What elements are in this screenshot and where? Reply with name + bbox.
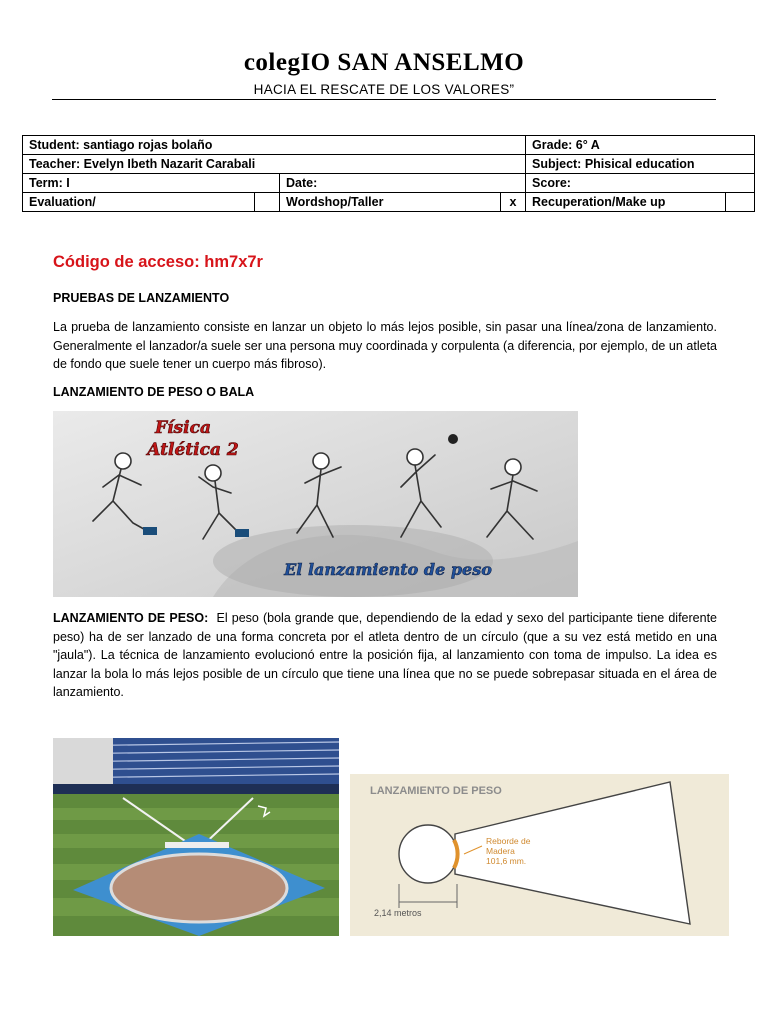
- student-info-table: [22, 135, 755, 212]
- grade-cell: Grade: 6° A: [526, 136, 755, 155]
- diagram-label-reborde: Reborde de: [486, 836, 531, 846]
- score-cell: Score:: [526, 174, 755, 193]
- teacher-cell: Teacher: Evelyn Ibeth Nazarit Carabali: [23, 155, 526, 174]
- shot-put-ball: [448, 434, 458, 444]
- banner-title-line-1: Física: [155, 418, 211, 438]
- paragraph-pruebas: La prueba de lanzamiento consiste en lanzar un objeto lo más lejos posible, sin pasar una línea/zona de lanzamiento. Generalmente el lanzador/a suele ser una persona muy coordinada y corpulenta (a diferencia, por ejemplo, de un atleta de fondo que suele tener un cuerpo más fibroso).: [53, 320, 717, 371]
- term-cell: Term: I: [23, 174, 280, 193]
- paragraph-peso: [53, 609, 717, 702]
- school-motto: HACIA EL RESCATE DE LOS VALORES”: [253, 82, 515, 97]
- paragraph-peso-lead: LANZAMIENTO DE PESO:: [53, 611, 209, 625]
- date-cell: Date:: [280, 174, 526, 193]
- student-cell: Student: santiago rojas bolaño: [23, 136, 526, 155]
- paragraph-peso-body: El peso (bola grande que, dependiendo de la edad y sexo del participante tiene diferente peso) ha de ser lanzado de una forma concreta por el atleta dentro de un círculo (que a su vez está metido en una "jaula"). La técnica de lanzamiento evolucionó entre la posición fija, al lanzamiento con toma de impulso. La idea es lanzar la bola lo más lejos posible de un círculo que tiene una línea que no se puede sobrepasar situada en el área de lanzamiento.: [53, 611, 717, 699]
- heading-peso-bala: LANZAMIENTO DE PESO O BALA: [53, 385, 255, 399]
- workshop-mark: x: [501, 193, 526, 212]
- recuperation-cell: Recuperation/Make up: [526, 193, 726, 212]
- heading-pruebas: PRUEBAS DE LANZAMIENTO: [53, 291, 230, 305]
- access-code: Código de acceso: hm7x7r: [53, 253, 263, 271]
- stadium-photo: [53, 738, 339, 936]
- school-name: colegIO SAN ANSELMO: [243, 49, 525, 76]
- stop-board: [165, 842, 229, 848]
- circle-diagram: [399, 825, 457, 883]
- evaluation-cell: Evaluation/: [23, 193, 255, 212]
- header-divider: [52, 99, 716, 100]
- table-row: [23, 193, 755, 212]
- subject-cell: Subject: Phisical education: [526, 155, 755, 174]
- table-row: [23, 136, 755, 155]
- diagram-title: LANZAMIENTO DE PESO: [370, 785, 502, 797]
- banner-image: [53, 411, 578, 597]
- diagram-diameter-label: 2,14 metros: [374, 908, 422, 918]
- diagram-label-width: 101,6 mm.: [486, 856, 527, 866]
- evaluation-checkbox: [255, 193, 280, 212]
- diagram-label-madera: Madera: [486, 846, 515, 856]
- banner-caption: El lanzamiento de peso: [284, 560, 492, 579]
- banner-title-line-2: Atlética 2: [147, 440, 239, 460]
- throwing-diagram: [350, 774, 729, 936]
- table-row: [23, 155, 755, 174]
- recuperation-checkbox: [726, 193, 755, 212]
- workshop-cell: Wordshop/Taller: [280, 193, 501, 212]
- table-row: [23, 174, 755, 193]
